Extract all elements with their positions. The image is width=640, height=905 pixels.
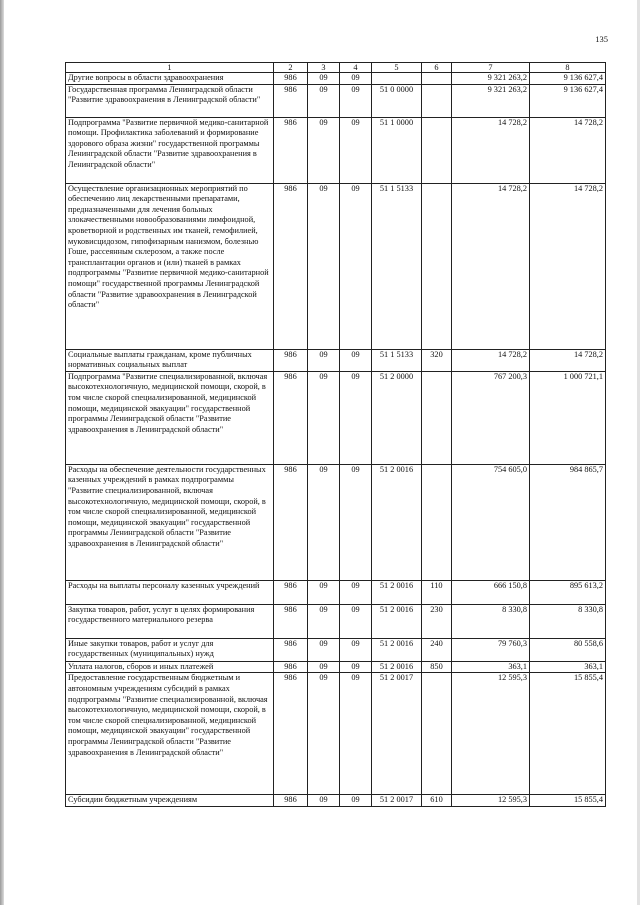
table-row — [66, 795, 606, 807]
section-code: 09 — [308, 638, 340, 661]
column-header: 5 — [372, 63, 422, 73]
target-article-code: 51 2 0016 — [372, 661, 422, 673]
target-article-code: 51 2 0017 — [372, 673, 422, 795]
subsection-code: 09 — [340, 795, 372, 807]
row-description: Государственная программа Ленинградской области "Развитие здравоохранения в Ленинградской области" — [66, 84, 274, 117]
expense-type-code — [422, 673, 452, 795]
subsection-code: 09 — [340, 580, 372, 604]
target-article-code: 51 1 5133 — [372, 349, 422, 371]
subsection-code: 09 — [340, 349, 372, 371]
expense-type-code — [422, 84, 452, 117]
subsection-code: 09 — [340, 638, 372, 661]
target-article-code: 51 2 0000 — [372, 371, 422, 464]
target-article-code: 51 0 0000 — [372, 84, 422, 117]
amount-year-1: 754 605,0 — [452, 464, 530, 580]
department-code: 986 — [274, 183, 308, 349]
table-row — [66, 349, 606, 371]
section-code: 09 — [308, 795, 340, 807]
subsection-code: 09 — [340, 84, 372, 117]
subsection-code: 09 — [340, 117, 372, 183]
table-row — [66, 661, 606, 673]
target-article-code: 51 2 0016 — [372, 580, 422, 604]
section-code: 09 — [308, 580, 340, 604]
row-description: Расходы на выплаты персоналу казенных учреждений — [66, 580, 274, 604]
expense-type-code — [422, 73, 452, 85]
department-code: 986 — [274, 604, 308, 638]
target-article-code: 51 2 0016 — [372, 604, 422, 638]
expense-type-code: 230 — [422, 604, 452, 638]
amount-year-1: 14 728,2 — [452, 183, 530, 349]
department-code: 986 — [274, 349, 308, 371]
target-article-code — [372, 73, 422, 85]
amount-year-2: 9 136 627,4 — [530, 84, 606, 117]
section-code: 09 — [308, 73, 340, 85]
amount-year-1: 9 321 263,2 — [452, 73, 530, 85]
row-description: Осуществление организационных мероприятий по обеспечению лиц лекарственными препаратами, предназначенными для лечения больных злокачественными новообразованиями лимфоидной, кроветворной и родственных им тканей, гемофилией, муковисцидозом, гипофизарным нанизмом, болезнью Гоше, рассеянным склерозом, а также после трансплантации органов и (или) тканей в рамках подпрограммы "Развитие первичной медико-санитарной помощи" государственной программы Ленинградской области "Развитие здравоохранения в Ленинградской области" — [66, 183, 274, 349]
column-header: 7 — [452, 63, 530, 73]
amount-year-2: 1 000 721,1 — [530, 371, 606, 464]
subsection-code: 09 — [340, 371, 372, 464]
amount-year-2: 14 728,2 — [530, 183, 606, 349]
target-article-code: 51 1 0000 — [372, 117, 422, 183]
section-code: 09 — [308, 84, 340, 117]
amount-year-1: 8 330,8 — [452, 604, 530, 638]
row-description: Закупка товаров, работ, услуг в целях формирования государственного материального резерва — [66, 604, 274, 638]
column-header: 2 — [274, 63, 308, 73]
amount-year-2: 984 865,7 — [530, 464, 606, 580]
table-row — [66, 673, 606, 795]
amount-year-1: 12 595,3 — [452, 673, 530, 795]
section-code: 09 — [308, 117, 340, 183]
table-row — [66, 183, 606, 349]
subsection-code: 09 — [340, 464, 372, 580]
amount-year-2: 8 330,8 — [530, 604, 606, 638]
column-header: 4 — [340, 63, 372, 73]
section-code: 09 — [308, 349, 340, 371]
row-description: Подпрограмма "Развитие первичной медико-санитарной помощи. Профилактика заболеваний и формирование здорового образа жизни" государственной программы Ленинградской области "Развитие здравоохранения в Ленинградской области" — [66, 117, 274, 183]
amount-year-1: 363,1 — [452, 661, 530, 673]
amount-year-1: 79 760,3 — [452, 638, 530, 661]
section-code: 09 — [308, 464, 340, 580]
row-description: Расходы на обеспечение деятельности государственных казенных учреждений в рамках подпрограммы "Развитие специализированной, включая высокотехнологичную, медицинской помощи, скорой, в том числе скорой специализированной, медицинской помощи, медицинской эвакуации" государственной программы Ленинградской области "Развитие здравоохранения в Ленинградской области" — [66, 464, 274, 580]
table-row — [66, 580, 606, 604]
section-code: 09 — [308, 371, 340, 464]
section-code: 09 — [308, 183, 340, 349]
amount-year-2: 80 558,6 — [530, 638, 606, 661]
subsection-code: 09 — [340, 661, 372, 673]
column-header: 8 — [530, 63, 606, 73]
target-article-code: 51 2 0016 — [372, 638, 422, 661]
table-row — [66, 84, 606, 117]
page-number: 135 — [595, 34, 608, 44]
table-header-row — [66, 63, 606, 73]
department-code: 986 — [274, 117, 308, 183]
subsection-code: 09 — [340, 673, 372, 795]
expense-type-code — [422, 371, 452, 464]
section-code: 09 — [308, 661, 340, 673]
amount-year-2: 14 728,2 — [530, 349, 606, 371]
budget-table — [65, 62, 606, 807]
amount-year-2: 14 728,2 — [530, 117, 606, 183]
target-article-code: 51 2 0017 — [372, 795, 422, 807]
expense-type-code: 850 — [422, 661, 452, 673]
department-code: 986 — [274, 464, 308, 580]
amount-year-1: 12 595,3 — [452, 795, 530, 807]
department-code: 986 — [274, 795, 308, 807]
amount-year-2: 9 136 627,4 — [530, 73, 606, 85]
department-code: 986 — [274, 371, 308, 464]
subsection-code: 09 — [340, 183, 372, 349]
expense-type-code — [422, 117, 452, 183]
section-code: 09 — [308, 604, 340, 638]
row-description: Иные закупки товаров, работ и услуг для государственных (муниципальных) нужд — [66, 638, 274, 661]
row-description: Социальные выплаты гражданам, кроме публичных нормативных социальных выплат — [66, 349, 274, 371]
table-row — [66, 638, 606, 661]
amount-year-2: 15 855,4 — [530, 795, 606, 807]
amount-year-2: 363,1 — [530, 661, 606, 673]
column-header: 3 — [308, 63, 340, 73]
expense-type-code — [422, 464, 452, 580]
row-description: Субсидии бюджетным учреждениям — [66, 795, 274, 807]
scan-left-edge — [0, 0, 4, 905]
table-row — [66, 117, 606, 183]
subsection-code: 09 — [340, 73, 372, 85]
row-description: Другие вопросы в области здравоохранения — [66, 73, 274, 85]
row-description: Предоставление государственным бюджетным и автономным учреждениям субсидий в рамках подпрограммы "Развитие специализированной, включая высокотехнологичную, медицинской помощи, скорой, в том числе скорой специализированной, медицинской помощи, медицинской эвакуации" государственной программы Ленинградской области "Развитие здравоохранения в Ленинградской области" — [66, 673, 274, 795]
table-row — [66, 371, 606, 464]
amount-year-1: 767 200,3 — [452, 371, 530, 464]
department-code: 986 — [274, 73, 308, 85]
amount-year-1: 14 728,2 — [452, 349, 530, 371]
department-code: 986 — [274, 661, 308, 673]
row-description: Уплата налогов, сборов и иных платежей — [66, 661, 274, 673]
target-article-code: 51 1 5133 — [372, 183, 422, 349]
table-row — [66, 464, 606, 580]
section-code: 09 — [308, 673, 340, 795]
subsection-code: 09 — [340, 604, 372, 638]
column-header: 6 — [422, 63, 452, 73]
department-code: 986 — [274, 638, 308, 661]
expense-type-code: 610 — [422, 795, 452, 807]
column-header: 1 — [66, 63, 274, 73]
target-article-code: 51 2 0016 — [372, 464, 422, 580]
expense-type-code — [422, 183, 452, 349]
amount-year-1: 14 728,2 — [452, 117, 530, 183]
department-code: 986 — [274, 580, 308, 604]
table-row — [66, 604, 606, 638]
amount-year-1: 9 321 263,2 — [452, 84, 530, 117]
expense-type-code: 110 — [422, 580, 452, 604]
amount-year-2: 895 613,2 — [530, 580, 606, 604]
expense-type-code: 240 — [422, 638, 452, 661]
department-code: 986 — [274, 84, 308, 117]
row-description: Подпрограмма "Развитие специализированной, включая высокотехнологичную, медицинской помощи, скорой, в том числе скорой специализированной, медицинской помощи, медицинской эвакуации" государственной программы Ленинградской области "Развитие здравоохранения в Ленинградской области" — [66, 371, 274, 464]
amount-year-2: 15 855,4 — [530, 673, 606, 795]
table-row — [66, 73, 606, 85]
department-code: 986 — [274, 673, 308, 795]
amount-year-1: 666 150,8 — [452, 580, 530, 604]
expense-type-code: 320 — [422, 349, 452, 371]
